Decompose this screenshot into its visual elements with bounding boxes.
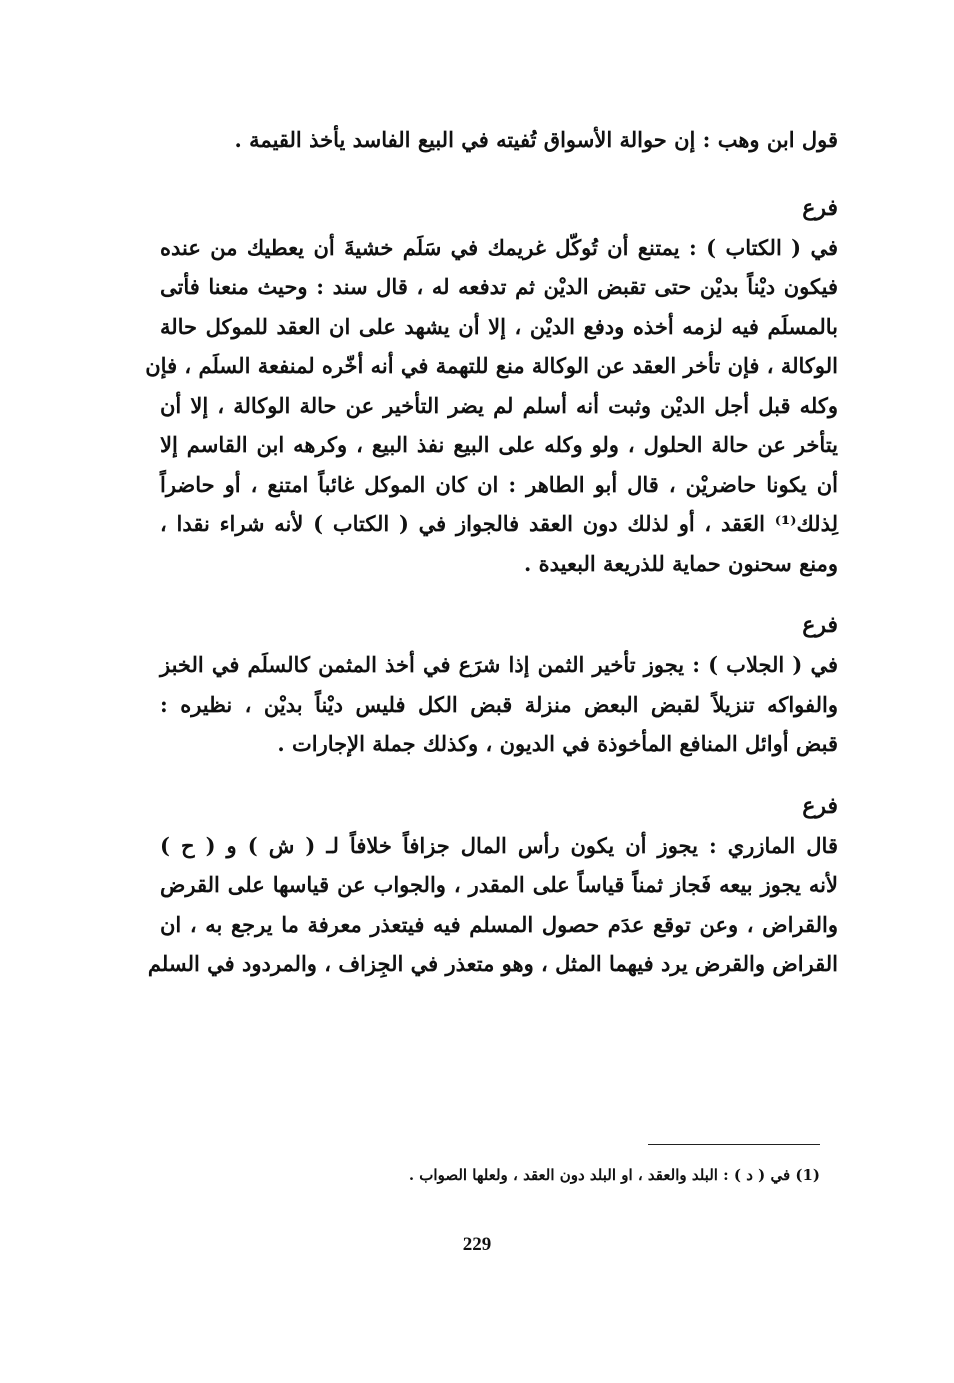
footnote-divider bbox=[648, 1144, 820, 1145]
paragraph-line: الوكالة ، فإن تأخر العقد عن الوكالة منع للتهمة في أنه أخّره لمنفعة السلَم ، فإن bbox=[145, 353, 838, 378]
paragraph-line: لِذلك⁽¹⁾ العَقد ، أو لذلك دون العقد فالجواز في ( الكتاب ) لأنه شراء نقدا ، bbox=[160, 511, 838, 536]
section-heading: فرع bbox=[802, 612, 838, 638]
paragraph-line: فيكون ديْناً بديْن حتى تقبض الديْن ثم تدفعه له ، قال سند : وحيث منعنا فأتى bbox=[160, 274, 838, 299]
paragraph-line: قول ابن وهب : إن حوالة الأسواق تُفيته في البيع الفاسد يأخذ القيمة . bbox=[234, 127, 838, 152]
page-body bbox=[145, 120, 838, 984]
paragraph-line: والفواكه تنزيلاً لقبض البعض منزلة قبض الكل فليس ديْناً بديْن ، نظيره : bbox=[160, 691, 838, 717]
paragraph-line: أن يكونا حاضريْن ، قال أبو الطاهر : ان كان الموكل غائباً امتنع ، أو حاضراً bbox=[160, 471, 838, 497]
section-heading: فرع bbox=[802, 194, 838, 221]
paragraph-line: يتأخر عن حالة الحلول ، ولو وكله على البيع نفذ البيع ، وكرهه ابن القاسم إلا bbox=[160, 432, 838, 457]
paragraph-line: ومنع سحنون حماية للذريعة البعيدة . bbox=[524, 550, 838, 576]
footnote: (1) في ( د ) : البلد والعقد ، او البلد دون العقد ، ولعلها الصواب . bbox=[408, 1166, 820, 1184]
paragraph-line: لأنه يجوز بيعه فَجاز ثمناً قياساً على المقدر ، والجواب عن قياسها على القرض bbox=[160, 872, 838, 897]
paragraph-line: قال المازري : يجوز أن يكون رأس المال جزافاً خلافاً لـ ( ش ) و ( ح ) bbox=[160, 832, 838, 858]
paragraph-line: بالمسلَم فيه لزمه أخذه ودفع الديْن ، إلا أن يشهد على ان العقد للموكل حالة bbox=[160, 313, 838, 339]
page-number: 229 bbox=[462, 1234, 492, 1255]
paragraph-line: في ( الكتاب ) : يمتنع أن تُوكّل غريمك في سَلَم خشيةَ أن يعطيك من عنده bbox=[160, 234, 838, 260]
paragraph-line: القراض والقرض يرد فيهما المثل ، وهو متعذر في الجِزاف ، والمردود في السلم bbox=[147, 951, 838, 976]
paragraph-line: وكله قبل أجل الديْن وثبت أنه أسلم لم يضر التأخير عن حالة الوكالة ، إلا أن bbox=[160, 392, 838, 418]
paragraph-line: قبض أوائل المنافع المأخوذة في الديون ، وكذلك جملة الإجارات . bbox=[277, 731, 838, 756]
paragraph-line: والقراض ، وعن توقع عدَم حصول المسلم فيه فيتعذر معرفة ما يرجع به ، ان bbox=[160, 911, 838, 937]
section-heading: فرع bbox=[802, 792, 838, 819]
paragraph-line: في ( الجلاب ) : يجوز تأخير الثمن إذا شرَع في أخذ المثمن كالسلَم في الخبز bbox=[160, 652, 838, 677]
